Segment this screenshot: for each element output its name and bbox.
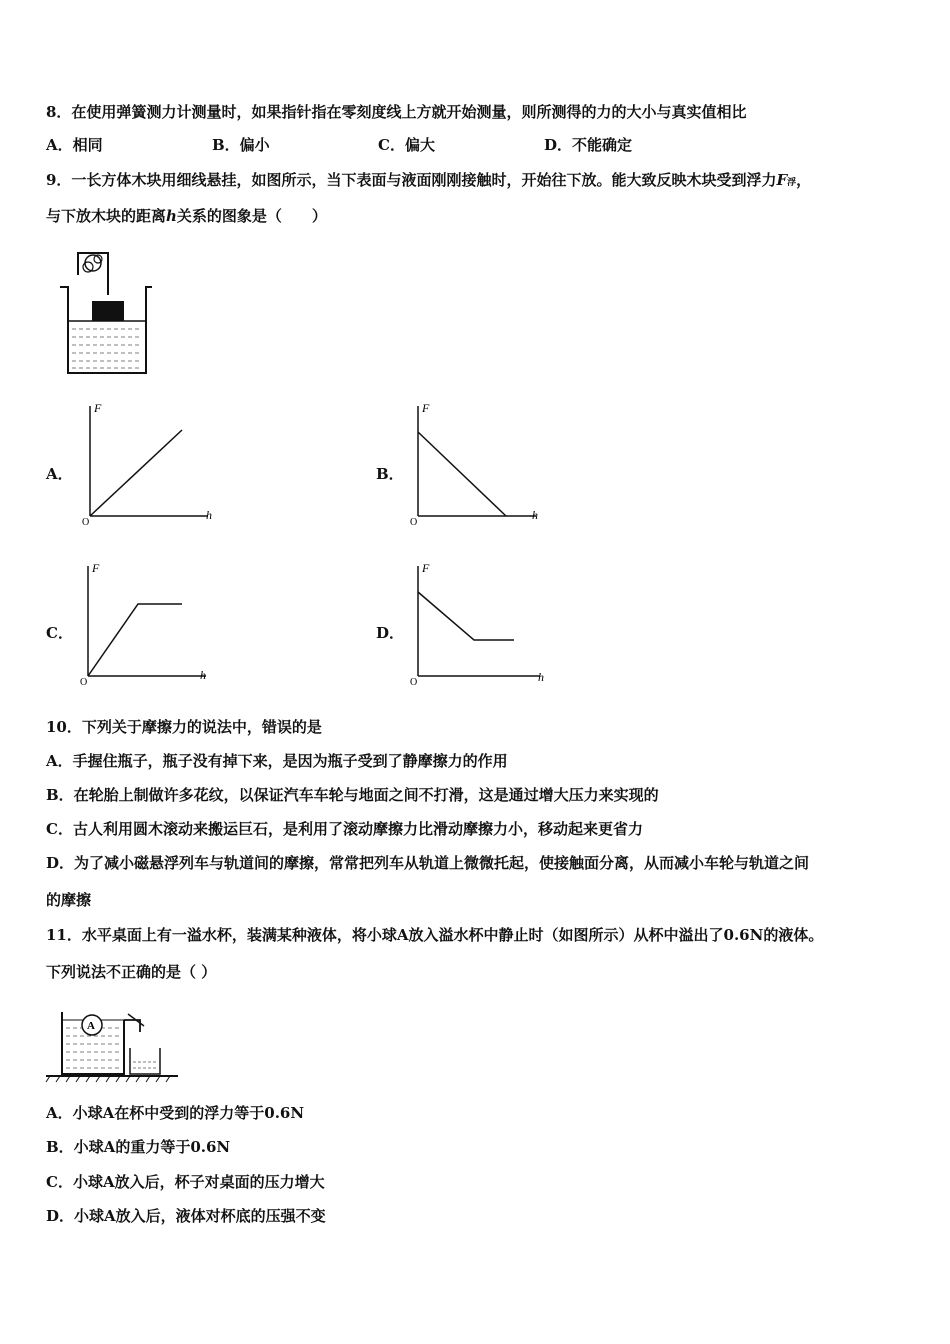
- q10-option-d-continued: 的摩擦: [46, 891, 92, 909]
- q9-graph-d-label: D．: [376, 624, 405, 642]
- q9-stem-comma: ，: [796, 171, 812, 189]
- q9-graph-b-origin: O: [410, 517, 418, 528]
- q10-option-c: C．古人利用圆木滚动来搬运巨石，是利用了滚动摩擦力比滑动摩擦力小，移动起来更省力: [46, 820, 643, 838]
- q9-force-subscript: 浮: [787, 178, 797, 188]
- q11-ball-label: A: [87, 1020, 95, 1032]
- q9-graph-b-label: B．: [376, 465, 404, 483]
- q11-option-a: A．小球A在杯中受到的浮力等于0.6N: [46, 1104, 305, 1122]
- q9-graph-c-x-label: h: [200, 668, 206, 682]
- q9-graph-a-x-label: h: [206, 508, 212, 522]
- q9-stem-post: 关系的图象是（ ）: [176, 207, 327, 225]
- q9-graph-d-x-label: h: [538, 670, 544, 684]
- q8-option-c: C．偏大: [378, 136, 435, 154]
- q11-option-c: C．小球A放入后，杯子对桌面的压力增大: [46, 1173, 325, 1191]
- q11-option-b: B．小球A的重力等于0.6N: [46, 1138, 231, 1156]
- q9-graph-a-origin: O: [82, 517, 90, 528]
- q8-stem: 8．在使用弹簧测力计测量时，如果指针指在零刻度线上方就开始测量，则所测得的力的大小与真实值相比: [46, 103, 747, 121]
- q9-graph-b-y-label: F: [422, 401, 430, 415]
- q9-beaker-figure: [56, 245, 156, 380]
- q9-stem-line1: [46, 170, 811, 193]
- q9-graph-c-label: C．: [46, 624, 73, 642]
- q9-graph-c: [78, 558, 218, 686]
- q9-stem-pre: 与下放木块的距离: [46, 207, 167, 225]
- q9-graph-d-y-label: F: [422, 561, 430, 575]
- q9-stem-line2: [46, 206, 327, 226]
- q11-option-d: D．小球A放入后，液体对杯底的压强不变: [46, 1207, 326, 1225]
- q8-option-d: D．不能确定: [544, 136, 633, 154]
- q9-force-symbol: F: [776, 171, 788, 189]
- q9-graph-a-label: A．: [46, 465, 73, 483]
- q9-dist-symbol: h: [166, 207, 177, 225]
- q8-option-a: A．相同: [46, 136, 103, 154]
- q10-option-d: D．为了减小磁悬浮列车与轨道间的摩擦，常常把列车从轨道上微微托起，使接触面分离，从而减小车轮与轨道之间: [46, 854, 810, 872]
- q11-stem-line2: 下列说法不正确的是（ ）: [46, 963, 217, 981]
- q8-option-b: B．偏小: [212, 136, 270, 154]
- q10-stem: 10．下列关于摩擦力的说法中，错误的是: [46, 718, 322, 736]
- q9-graph-c-origin: O: [80, 677, 88, 688]
- q9-graph-a: [80, 398, 220, 526]
- q9-graph-c-y-label: F: [92, 561, 100, 575]
- q9-graph-d: [408, 558, 556, 686]
- q9-graph-a-y-label: F: [94, 401, 102, 415]
- q9-stem-text: 9．一长方体木块用细线悬挂，如图所示，当下表面与液面刚刚接触时，开始往下放。能大致反映木块受到浮力: [46, 171, 777, 189]
- q9-graph-b: [408, 398, 548, 526]
- q10-option-a: A．手握住瓶子，瓶子没有掉下来，是因为瓶子受到了静摩擦力的作用: [46, 752, 508, 770]
- q9-graph-b-x-label: h: [532, 508, 538, 522]
- q11-overflow-cup-figure: [44, 1008, 184, 1084]
- q9-graph-d-origin: O: [410, 677, 418, 688]
- q10-option-b: B．在轮胎上制做许多花纹，以保证汽车车轮与地面之间不打滑，这是通过增大压力来实现的: [46, 786, 659, 804]
- q11-stem-line1: 11．水平桌面上有一溢水杯，装满某种液体，将小球A放入溢水杯中静止时（如图所示）从杯中溢出了0.6N的液体。: [46, 926, 824, 944]
